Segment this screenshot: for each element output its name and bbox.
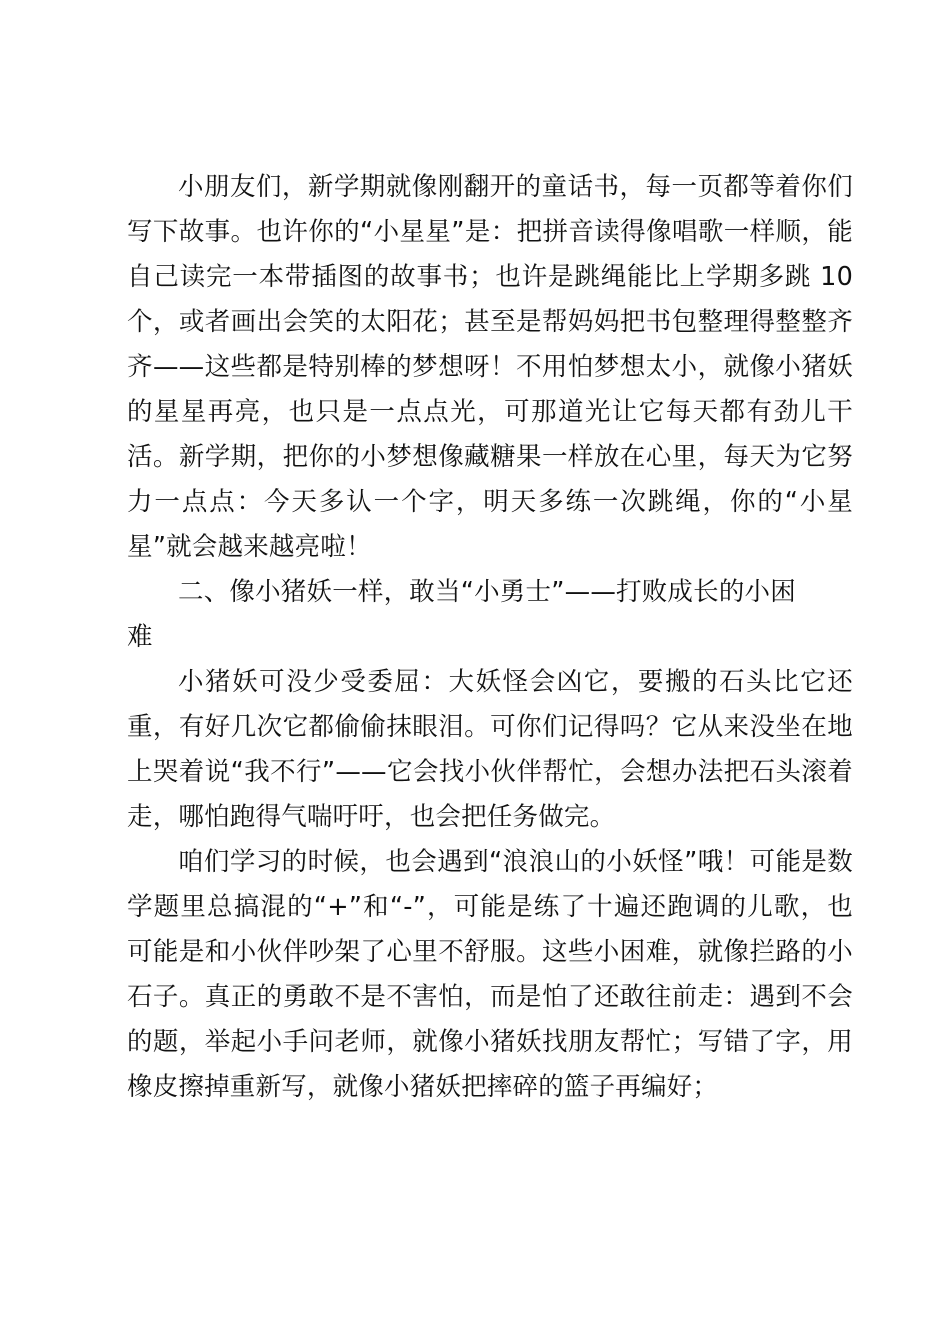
paragraph-learning-difficulties: 咱们学习的时候，也会遇到“浪浪山的小妖怪”哦！可能是数学题里总搞混的“+”和“-”，可能是练了十遍还跑调的儿歌，也可能是和小伙伴吵架了心里不舒服。这些小困难，就像拦路的小石子。真正的勇敢不是不害怕，而是怕了还敢往前走：遇到不会的题，举起小手问老师，就像小猪妖找朋友帮忙；写错了字，用橡皮擦掉重新写，就像小猪妖把摔碎的篮子再编好； — [127, 847, 853, 1102]
paragraph-small-star-dreams: 小朋友们，新学期就像刚翻开的童话书，每一页都等着你们写下故事。也许你的“小星星”是：把拼音读得像唱歌一样顺，能自己读完一本带插图的故事书；也许是跳绳能比上学期多跳 10 个，或者画出会笑的太阳花；甚至是帮妈妈把书包整理得整整齐齐——这些都是特别棒的梦想呀！不用怕梦想太小，就像小猪妖的星星再亮，也只是一点点光，可那道光让它每天都有劲儿干活。新学期，把你的小梦想像藏糖果一样放在心里，每天为它努力一点点：今天多认一个字，明天多练一次跳绳，你的“小星星”就会越来越亮啦！ — [127, 172, 853, 562]
paragraph-pig-demon-grievances: 小猪妖可没少受委屈：大妖怪会凶它，要搬的石头比它还重，有好几次它都偷偷抹眼泪。可你们记得吗？它从来没坐在地上哭着说“我不行”——它会找小伙伴帮忙，会想办法把石头滚着走，哪怕跑得气喘吁吁，也会把任务做完。 — [127, 667, 853, 832]
section-heading-line-2: 难 — [127, 622, 153, 652]
section-heading-line-1: 二、像小猪妖一样，敢当“小勇士”——打败成长的小困 — [178, 577, 796, 607]
document-page — [127, 165, 853, 1110]
section-heading-brave-warrior — [127, 570, 853, 660]
